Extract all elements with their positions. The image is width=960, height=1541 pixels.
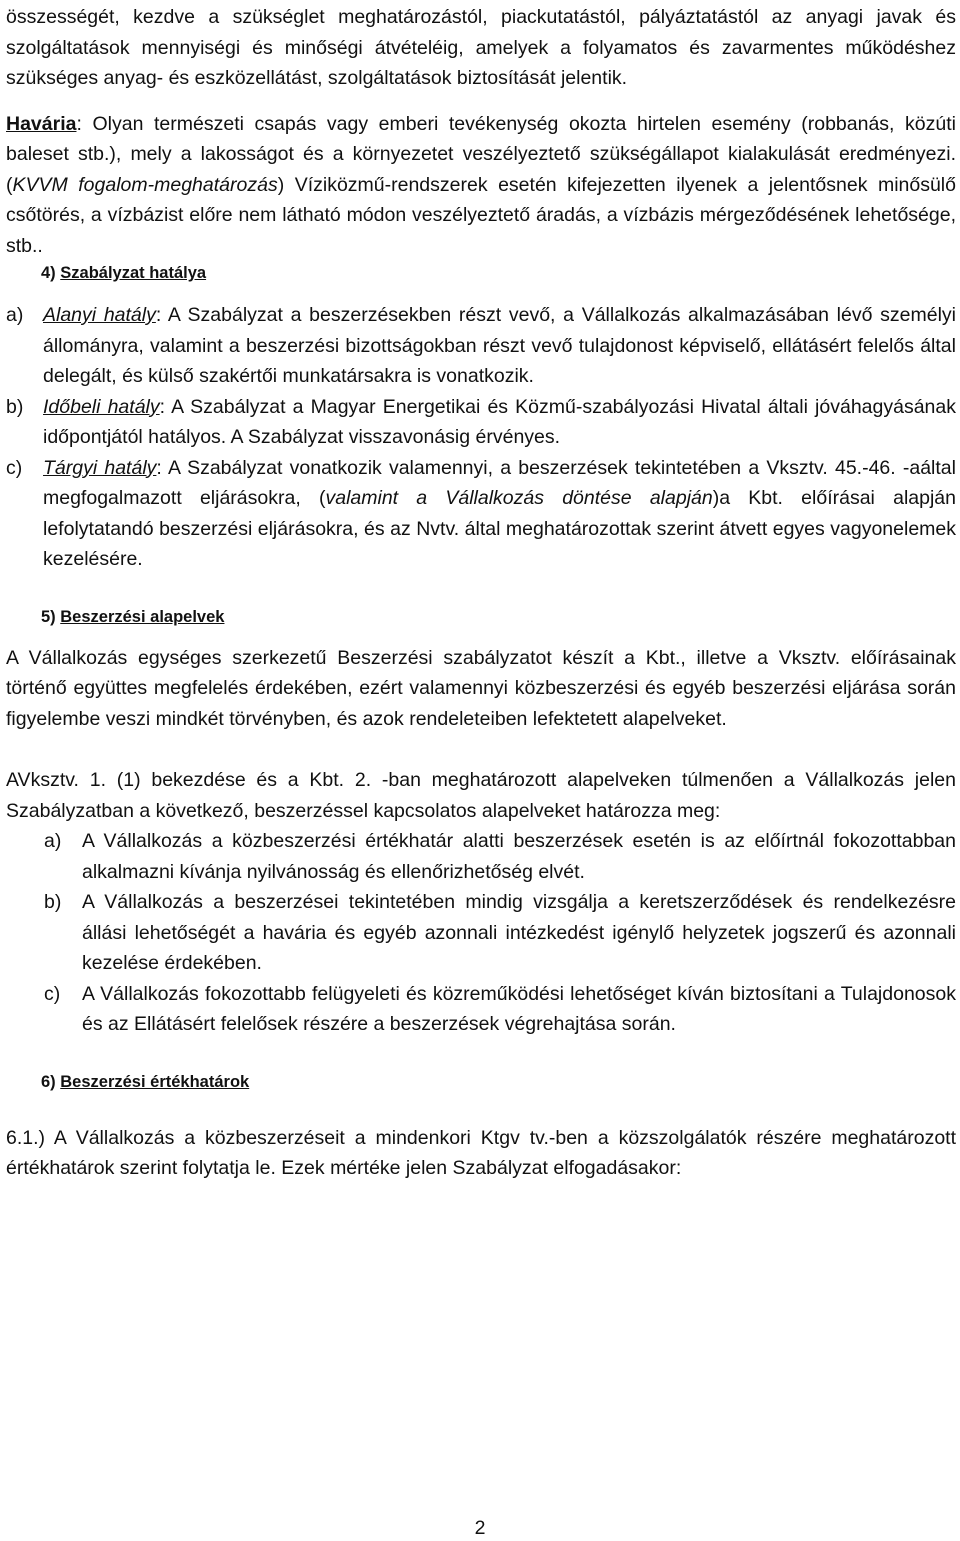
- section-5-title: Beszerzési alapelvek: [60, 607, 225, 626]
- list-item-alanyi: [6, 300, 956, 392]
- section-5-list: [6, 826, 956, 1040]
- list-label: a): [44, 830, 62, 852]
- section-5-number: 5): [41, 607, 56, 626]
- idobeli-hataly-text: : A Szabályzat a Magyar Energetikai és Közmű-szabályozási Hivatal általi jóváhagyásának időpontjától hatályos. A Szabályzat visszavonásig érvényes.: [43, 395, 956, 448]
- havaria-paragraph: [6, 109, 956, 262]
- havaria-text-2: ) Víziközmű-rendszerek esetén kifejezetten ilyenek a jelentősnek minősülő csőtörés, a vízbázist előre nem látható módon veszélyeztető áradás, a vízbázis mérgeződésének lehetősége, stb..: [6, 173, 956, 257]
- section-5-heading: [6, 605, 956, 629]
- section-6-heading: [6, 1070, 956, 1094]
- havaria-term: Havária: [6, 112, 77, 135]
- section-4-list: [6, 300, 956, 575]
- list-label: c): [44, 982, 61, 1005]
- list-item-targyi: [6, 453, 956, 575]
- targyi-hataly-term: Tárgyi hatály: [43, 456, 157, 479]
- page-number: 2: [474, 1517, 486, 1539]
- alanyi-hataly-text: : A Szabályzat a beszerzésekben részt vevő, a Vállalkozás alkalmazásában lévő személyi állományra, valamint a beszerzési bizottságokban részt vevő tulajdonost képviselő, ellátásért felelős által delegált, és külső szakértői munkatársakra is vonatkozik.: [43, 304, 956, 387]
- list-item: [44, 979, 956, 1040]
- list-item-idobeli: [6, 392, 956, 453]
- section-6-number: 6): [41, 1072, 56, 1091]
- list-text: A Vállalkozás fokozottabb felügyeleti és közreműködési lehetőséget kíván biztosítani a Tulajdonosok és az Ellátásért felelősek részére a beszerzések végrehajtása során.: [82, 982, 956, 1035]
- alanyi-hataly-term: Alanyi hatály: [43, 304, 156, 326]
- list-text: A Vállalkozás a beszerzései tekintetében mindig vizsgálja a keretszerződések és rendelkezésre állási lehetőségét a havária és egyéb azonnali intézkedést igénylő helyzetek jogszerű és azonnali kezelése érdekében.: [82, 891, 956, 974]
- section-4-number: 4): [41, 264, 56, 282]
- list-item: [44, 887, 956, 979]
- intro-paragraph: összességét, kezdve a szükséglet meghatározástól, piackutatástól, pályáztatástól az anyagi javak és szolgáltatások mennyiségi és minőségi átvételéig, amelyek a folyamatos és zavarmentes működéshez szükséges anyag- és eszközellátást, szolgáltatások biztosítását jelentik.: [6, 6, 956, 89]
- targyi-hataly-text-1: : A Szabályzat vonatkozik valamennyi, a beszerzések tekintetében a Vksztv. 45.-46. -aáltal megfogalmazott eljárásokra, (: [43, 456, 956, 509]
- havaria-source: KVVM fogalom-meghatározás: [12, 173, 278, 196]
- list-label: b): [6, 395, 24, 418]
- section-6-title: Beszerzési értékhatárok: [60, 1072, 250, 1091]
- list-text: A Vállalkozás a közbeszerzési értékhatár alatti beszerzések esetén is az előírtnál fokozottabban alkalmazni kívánja nyilvánosság és ellenőrizhetőség elvét.: [82, 830, 956, 883]
- idobeli-hataly-term: Időbeli hatály: [43, 395, 160, 418]
- document-page: [6, 0, 956, 1184]
- list-label: a): [6, 304, 24, 326]
- section-5-paragraph-2: AVksztv. 1. (1) bekezdése és a Kbt. 2. -ban meghatározott alapelveken túlmenően a Vállalkozás jelen Szabályzatban a következő, beszerzéssel kapcsolatos alapelveket határozza meg:: [6, 769, 956, 822]
- section-5-paragraph-1: A Vállalkozás egységes szerkezetű Beszerzési szabályzatot készít a Kbt., illetve a Vksztv. előírásainak történő együttes megfelelés érdekében, ezért valamennyi közbeszerzési és egyéb beszerzési eljárása során figyelembe veszi mindkét törvényben, és azok rendeleteiben lefektetett alapelveket.: [6, 646, 956, 730]
- section-6-paragraph-1: 6.1.) A Vállalkozás a közbeszerzéseit a mindenkori Ktgv tv.-ben a közszolgálatók részére meghatározott értékhatárok szerint folytatja le. Ezek mértéke jelen Szabályzat elfogadásakor:: [6, 1126, 956, 1179]
- section-4-heading: [6, 261, 956, 285]
- list-label: c): [6, 456, 23, 479]
- section-4-title: Szabályzat hatálya: [60, 264, 207, 282]
- havaria-text-1: : Olyan természeti csapás vagy emberi tevékenység okozta hirtelen esemény (robbanás, közúti baleset stb.), mely a lakosságot és a környezetet veszélyeztető szükségállapot kialakulását eredményezi. (: [6, 112, 956, 196]
- list-label: b): [44, 891, 62, 913]
- list-item: [44, 826, 956, 887]
- targyi-hataly-italic: valamint a Vállalkozás döntése alapján: [325, 487, 713, 509]
- targyi-hataly-text-2: )a Kbt. előírásai alapján lefolytatandó beszerzési eljárásokra, és az Nvtv. által meghatározottak szerint átvett egyes vagyonelemek kezelésére.: [43, 487, 956, 570]
